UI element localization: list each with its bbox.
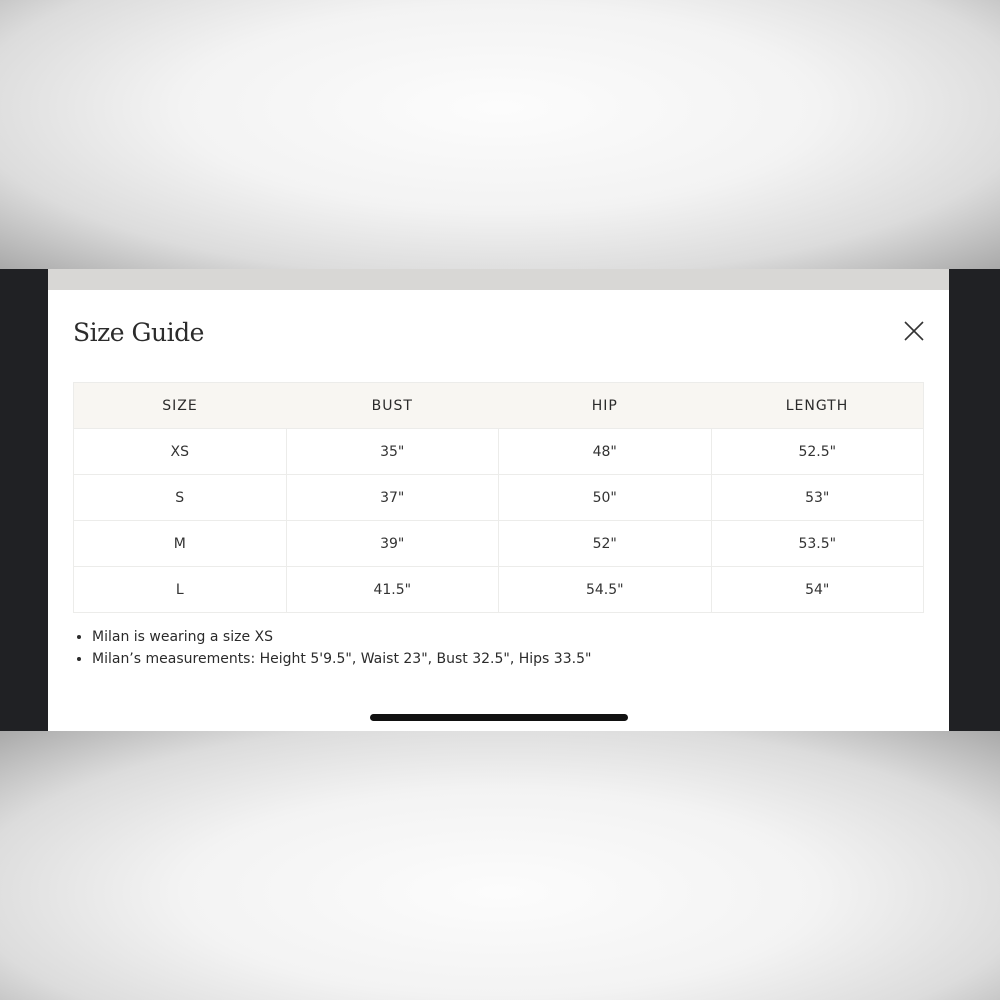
- table-row: [74, 475, 924, 521]
- table-row: [74, 429, 924, 475]
- modal-top-bar: [48, 269, 949, 290]
- close-icon: [900, 317, 928, 345]
- cell-hip: 54.5": [499, 567, 712, 613]
- table-row: [74, 521, 924, 567]
- size-table: [73, 382, 924, 613]
- column-header-length: LENGTH: [711, 383, 924, 429]
- list-item: • Milan is wearing a size XS: [92, 626, 591, 648]
- cell-bust: 37": [286, 475, 499, 521]
- cell-hip: 52": [499, 521, 712, 567]
- cell-length: 54": [711, 567, 924, 613]
- modal-title: Size Guide: [73, 318, 204, 347]
- cell-hip: 48": [499, 429, 712, 475]
- cell-bust: 41.5": [286, 567, 499, 613]
- column-header-hip: HIP: [499, 383, 712, 429]
- cell-size: S: [74, 475, 287, 521]
- table-row: [74, 567, 924, 613]
- list-item: • Milan’s measurements: Height 5'9.5", Waist 23", Bust 32.5", Hips 33.5": [92, 648, 591, 670]
- cell-bust: 39": [286, 521, 499, 567]
- cell-length: 53.5": [711, 521, 924, 567]
- background-top: [0, 0, 1000, 269]
- cell-size: M: [74, 521, 287, 567]
- table-header-row: [74, 383, 924, 429]
- cell-length: 52.5": [711, 429, 924, 475]
- home-indicator[interactable]: [370, 714, 628, 721]
- cell-bust: 35": [286, 429, 499, 475]
- cell-size: XS: [74, 429, 287, 475]
- cell-hip: 50": [499, 475, 712, 521]
- background-bottom: [0, 731, 1000, 1000]
- close-button[interactable]: [900, 317, 928, 345]
- column-header-size: SIZE: [74, 383, 287, 429]
- column-header-bust: BUST: [286, 383, 499, 429]
- cell-size: L: [74, 567, 287, 613]
- fit-notes-list: [73, 626, 591, 670]
- size-guide-modal: [48, 269, 949, 731]
- cell-length: 53": [711, 475, 924, 521]
- phone-screen: [0, 269, 1000, 731]
